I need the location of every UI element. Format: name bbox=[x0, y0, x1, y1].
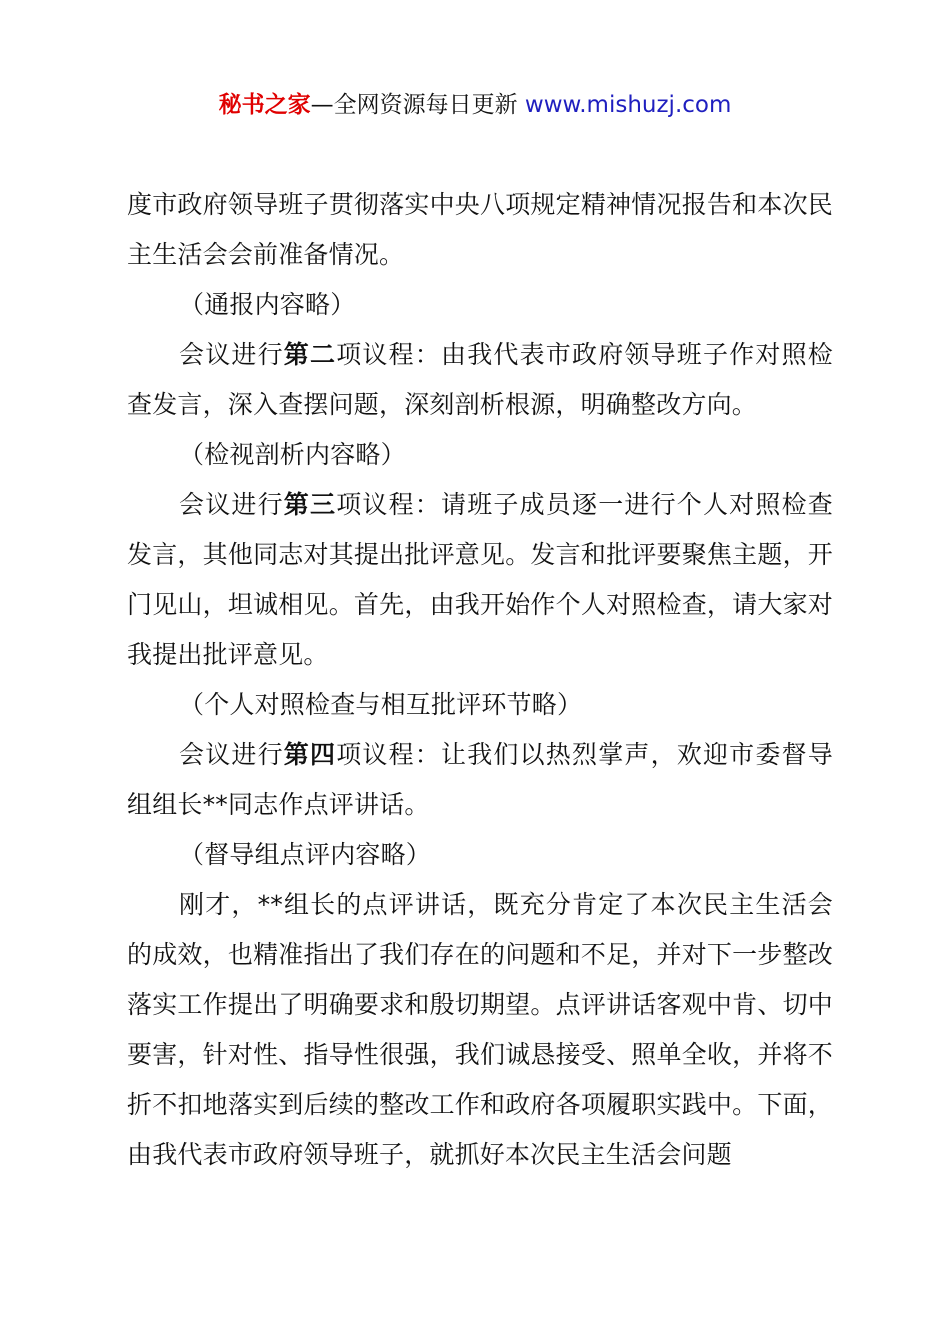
omitted-note-supervision: （督导组点评内容略） bbox=[179, 840, 432, 869]
paragraph-agenda-2 bbox=[127, 330, 833, 430]
omitted-note-criticism: （个人对照检查与相互批评环节略） bbox=[179, 690, 583, 719]
agenda-2-number: 第二 bbox=[283, 340, 337, 369]
agenda-4-prefix: 会议进行 bbox=[179, 740, 284, 769]
paragraph-agenda-4 bbox=[127, 730, 833, 830]
agenda-4-text: 项议程：让我们以热烈掌声，欢迎市委督导组组长**同志作点评讲话。 bbox=[127, 740, 833, 819]
paragraph-closing: 刚才，**组长的点评讲话，既充分肯定了本次民主生活会的成效，也精准指出了我们存在的问题和不足，并对下一步整改落实工作提出了明确要求和殷切期望。点评讲话客观中肯、切中要害，针对性、指导性很强，我们诚恳接受、照单全收，并将不折不扣地落实到后续的整改工作和政府各项履职实践中。下面，由我代表市政府领导班子，就抓好本次民主生活会问题 bbox=[127, 890, 833, 1169]
page-header bbox=[0, 88, 950, 122]
agenda-3-number: 第三 bbox=[283, 490, 337, 519]
document-body bbox=[127, 180, 833, 1180]
agenda-3-prefix: 会议进行 bbox=[179, 490, 284, 519]
omitted-note-analysis: （检视剖析内容略） bbox=[179, 440, 406, 469]
site-url-link[interactable]: www.mishuzj.com bbox=[524, 92, 732, 118]
agenda-2-text: 项议程：由我代表市政府领导班子作对照检查发言，深入查摆问题，深刻剖析根源，明确整改方向。 bbox=[127, 340, 833, 419]
paragraph-continuation: 度市政府领导班子贯彻落实中央八项规定精神情况报告和本次民主生活会会前准备情况。 bbox=[127, 190, 833, 269]
site-brand: 秘书之家 bbox=[218, 92, 311, 118]
omitted-note-report: （通报内容略） bbox=[179, 290, 356, 319]
site-tagline: —全网资源每日更新 bbox=[310, 92, 525, 118]
agenda-2-prefix: 会议进行 bbox=[179, 340, 284, 369]
paragraph-agenda-3 bbox=[127, 480, 833, 680]
agenda-3-text: 项议程：请班子成员逐一进行个人对照检查发言，其他同志对其提出批评意见。发言和批评要聚焦主题，开门见山，坦诚相见。首先，由我开始作个人对照检查，请大家对我提出批评意见。 bbox=[127, 490, 833, 669]
agenda-4-number: 第四 bbox=[283, 740, 337, 769]
